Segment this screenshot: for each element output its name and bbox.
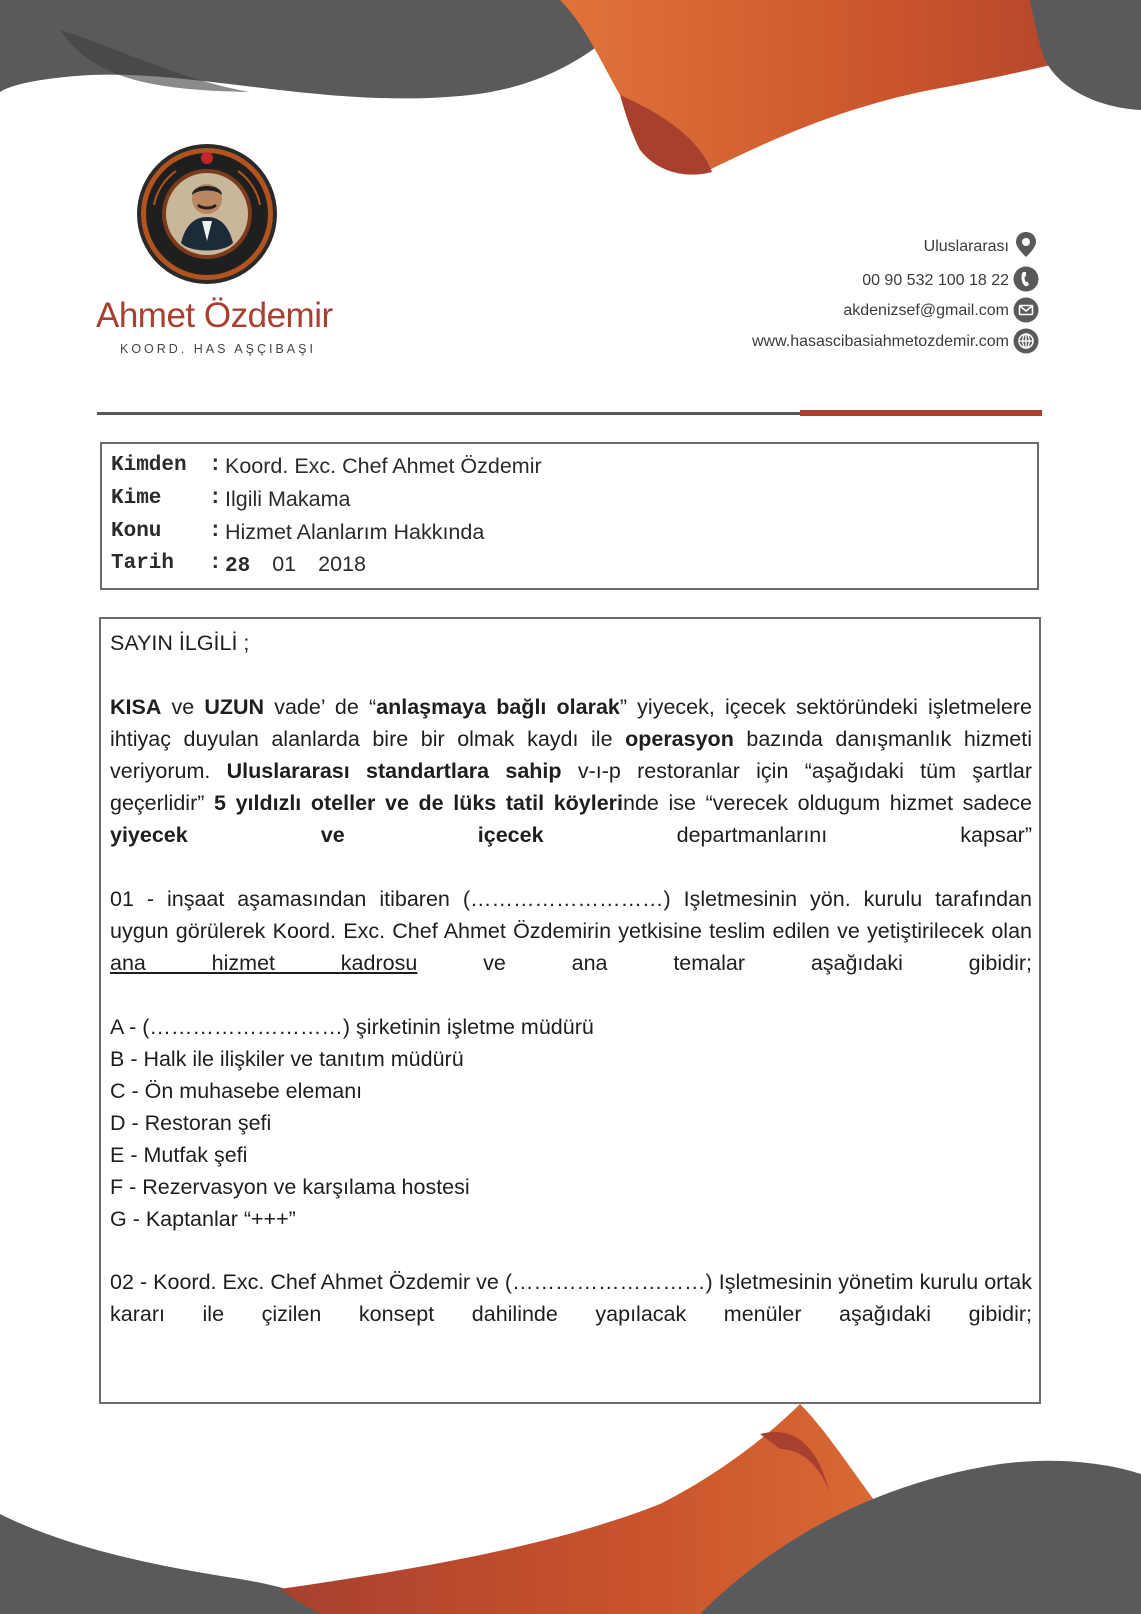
letter-paragraph-1: KISA ve UZUN vade’ de “anlaşmaya bağlı olarak” yiyecek, içecek sektöründeki işletmelere ihtiyaç duyulan alanlarda bire bir olmak kaydı ile operasyon bazında danışmanlık hizmeti veriyorum. Uluslararası standartlara sahip v-ı-p restoranlar için “aşağıdaki tüm şartlar geçerlidir” 5 yıldızlı oteller ve de lüks tatil köylerinde ise “verecek oldugum hizmet sadece yiyecek ve içecek departmanlarını kapsar”	[110, 695, 1033, 847]
contact-phone[interactable]: 00 90 532 100 18 22	[862, 272, 1009, 289]
letter-paragraph-2: 01 - inşaat aşamasından itibaren (………………………) Işletmesinin yön. kurulu tarafından uygun görülerek Koord. Exc. Chef Ahmet Özdemirin yetkisine teslim edilen ve yetiştirilecek olan ana hizmet kadrosu ve ana temalar aşağıdaki gibidir;	[110, 887, 1032, 975]
list-item: B - Halk ile ilişkiler ve tanıtım müdürü	[110, 1047, 464, 1071]
meta-subject-label: Konu	[111, 520, 162, 543]
meta-to-label: Kime	[111, 487, 162, 510]
meta-date-day: 28	[225, 555, 251, 578]
list-item: D - Restoran şefi	[110, 1111, 272, 1135]
contact-location: Uluslararası	[923, 238, 1009, 255]
header-divider-grey	[97, 412, 800, 415]
list-item: G - Kaptanlar “+++”	[110, 1207, 296, 1231]
list-item: C - Ön muhasebe elemanı	[110, 1079, 363, 1103]
header-divider-red	[800, 410, 1042, 416]
list-item: A - (………………………) şirketinin işletme müdürü	[110, 1015, 594, 1039]
meta-colon: :	[209, 454, 222, 477]
meta-from-label: Kimden	[111, 454, 187, 477]
meta-from-value: Koord. Exc. Chef Ahmet Özdemir	[225, 454, 542, 478]
meta-to-value: Ilgili Makama	[225, 487, 351, 511]
phone-icon	[1013, 266, 1039, 292]
memo-header-box	[100, 442, 1039, 590]
list-item: E - Mutfak şefi	[110, 1143, 248, 1167]
meta-colon: :	[209, 487, 222, 510]
meta-subject-value: Hizmet Alanlarım Hakkında	[225, 520, 485, 544]
location-pin-icon	[1013, 231, 1039, 257]
meta-colon: :	[209, 552, 222, 575]
meta-date-year: 2018	[318, 552, 366, 576]
brand-title: KOORD. HAS AŞÇIBAŞI	[120, 342, 316, 356]
globe-icon	[1013, 328, 1039, 354]
footer-decoration	[0, 1394, 1141, 1614]
meta-date-value	[225, 548, 366, 583]
envelope-icon	[1013, 297, 1039, 323]
staff-link-text: ana hizmet kadrosu	[110, 951, 418, 975]
meta-colon: :	[209, 520, 222, 543]
contact-email[interactable]: akdenizsef@gmail.com	[843, 302, 1009, 319]
contact-website[interactable]: www.hasascibasiahmetozdemir.com	[752, 333, 1009, 350]
list-item: F - Rezervasyon ve karşılama hostesi	[110, 1175, 470, 1199]
meta-date-label: Tarih	[111, 552, 175, 575]
chef-seal-logo	[136, 143, 278, 285]
brand-name: Ahmet Özdemir	[96, 296, 333, 335]
meta-date-month: 01	[272, 552, 297, 576]
letter-body-box	[99, 617, 1041, 1404]
letter-paragraph-3: 02 - Koord. Exc. Chef Ahmet Özdemir ve (………………………) Işletmesinin yönetim kurulu ortak kararı ile çizilen konsept dahilinde yapılacak menüler aşağıdaki gibidir;	[110, 1270, 1032, 1326]
letter-salutation: SAYIN İLGİLİ ;	[110, 631, 250, 655]
